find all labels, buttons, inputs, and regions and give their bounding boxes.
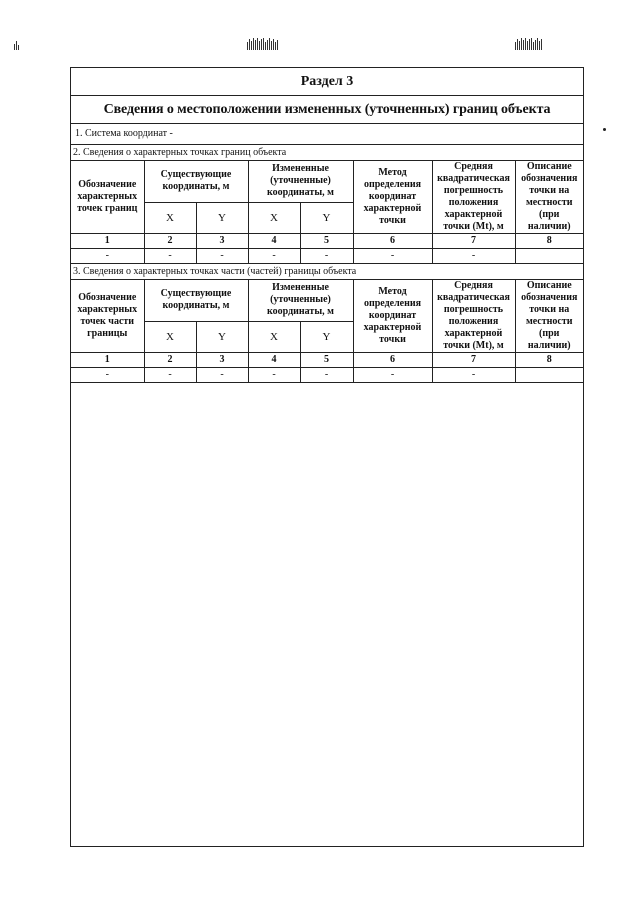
block1-changed-x: X [248, 202, 300, 233]
block1-existing-x: X [144, 202, 196, 233]
barcode-mark-left [14, 38, 19, 50]
barcode-mark-center [247, 38, 278, 50]
block1-data-row [71, 249, 583, 264]
block2-col-existing: Существующие координаты, м [144, 280, 248, 321]
table-cell: 1 [71, 234, 144, 249]
block1-col-changed: Измененные (уточненные) координаты, м [248, 161, 353, 202]
block2-existing-y: Y [196, 321, 248, 352]
block1-changed-y: Y [300, 202, 353, 233]
table-cell: - [196, 249, 248, 264]
table-cell: 2 [144, 353, 196, 368]
block1-existing-y: Y [196, 202, 248, 233]
table-cell: - [144, 249, 196, 264]
block2-data-row [71, 368, 583, 383]
table-cell: - [196, 368, 248, 383]
table-cell: - [71, 249, 144, 264]
table-cell: 5 [300, 353, 353, 368]
block2-heading: 3. Сведения о характерных точках части (частей) границы объекта [71, 264, 583, 280]
block1-col-error: Средняя квадратическая погрешность положения характерной точки (Mt), м [432, 161, 515, 234]
table-cell: - [300, 249, 353, 264]
table-cell: - [300, 368, 353, 383]
table-cell: 3 [196, 234, 248, 249]
table-cell: 4 [248, 353, 300, 368]
section-title: Раздел 3 [71, 68, 583, 96]
block2-col-designation: Обозначение характерных точек части границы [71, 280, 144, 353]
stray-dot [603, 128, 606, 131]
table-cell: - [144, 368, 196, 383]
barcode-mark-right [515, 38, 542, 50]
table-cell: - [353, 249, 432, 264]
block2-number-row [71, 353, 583, 368]
document-frame [70, 67, 584, 847]
table-cell: - [71, 368, 144, 383]
block2-existing-x: X [144, 321, 196, 352]
coordinate-system: 1. Система координат - [71, 124, 583, 145]
block2-col-description: Описание обозначения точки на местности (при наличии) [515, 280, 583, 353]
table-cell [515, 249, 583, 264]
block1-col-designation: Обозначение характерных точек границ [71, 161, 144, 234]
table-cell: 7 [432, 234, 515, 249]
table-cell: 2 [144, 234, 196, 249]
block2-col-changed: Измененные (уточненные) координаты, м [248, 280, 353, 321]
table-cell: 3 [196, 353, 248, 368]
table-cell: - [248, 249, 300, 264]
table-cell: - [432, 249, 515, 264]
table-cell: 7 [432, 353, 515, 368]
block1-heading: 2. Сведения о характерных точках границ объекта [71, 145, 583, 161]
table-cell: 8 [515, 234, 583, 249]
block2-table [71, 280, 583, 383]
block1-col-existing: Существующие координаты, м [144, 161, 248, 202]
table-cell: 1 [71, 353, 144, 368]
table-cell: 6 [353, 353, 432, 368]
block1-table [71, 161, 583, 264]
block2-col-method: Метод определения координат характерной точки [353, 280, 432, 353]
block1-col-description: Описание обозначения точки на местности (при наличии) [515, 161, 583, 234]
table-cell: - [432, 368, 515, 383]
block2-changed-y: Y [300, 321, 353, 352]
table-cell: 6 [353, 234, 432, 249]
block2-changed-x: X [248, 321, 300, 352]
table-cell: 8 [515, 353, 583, 368]
block2-col-error: Средняя квадратическая погрешность положения характерной точки (Mt), м [432, 280, 515, 353]
block1-number-row [71, 234, 583, 249]
table-cell: 4 [248, 234, 300, 249]
table-cell [515, 368, 583, 383]
document-title: Сведения о местоположении измененных (уточненных) границ объекта [71, 96, 583, 124]
table-cell: - [248, 368, 300, 383]
table-cell: 5 [300, 234, 353, 249]
table-cell: - [353, 368, 432, 383]
block1-col-method: Метод определения координат характерной точки [353, 161, 432, 234]
